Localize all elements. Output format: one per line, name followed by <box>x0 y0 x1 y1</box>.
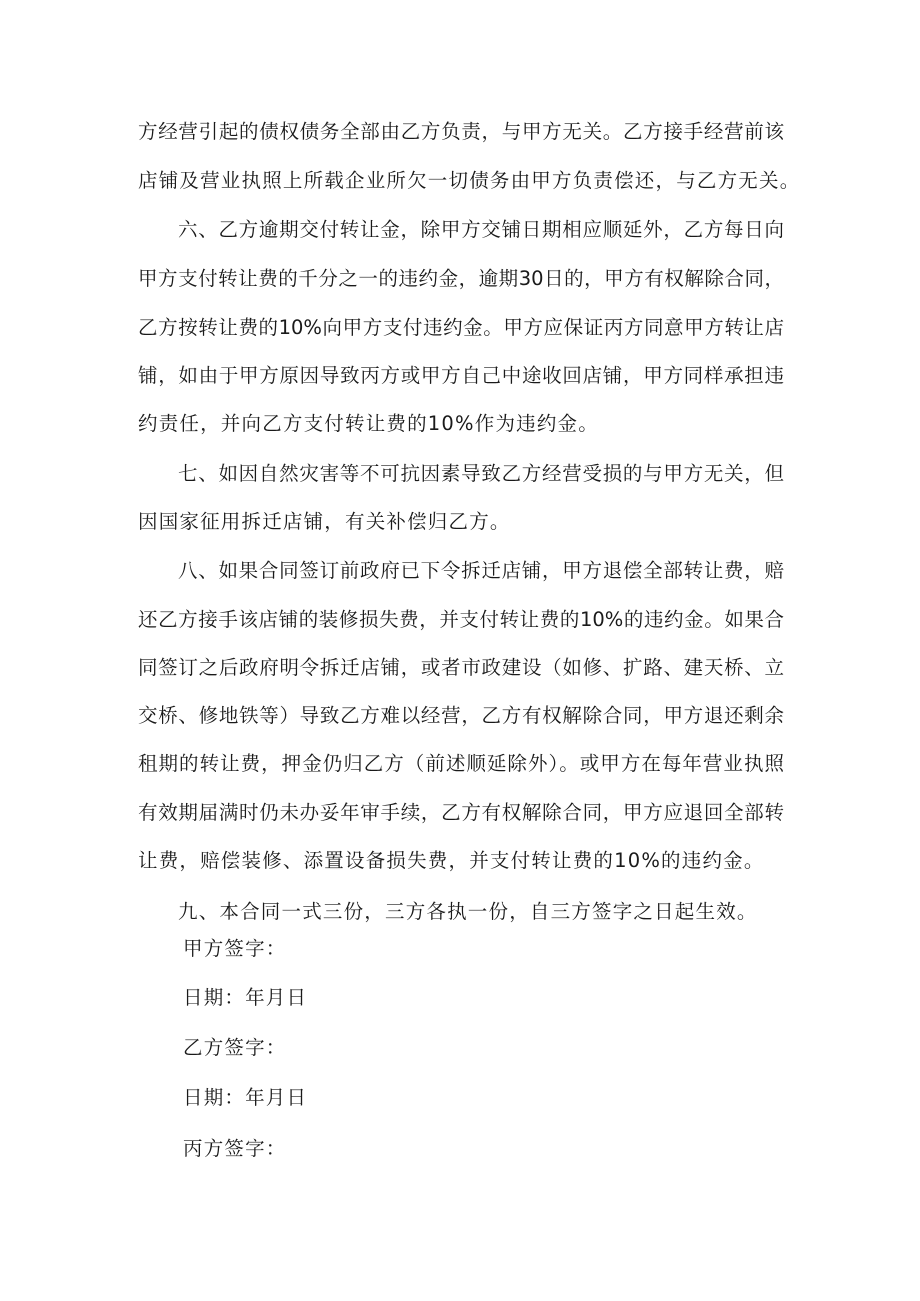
clause-7-line-1: 七、如因自然灾害等不可抗因素导致乙方经营受损的与甲方无关，但 <box>178 462 784 485</box>
clause-7-line-2: 因国家征用拆迁店铺，有关补偿归乙方。 <box>138 510 511 533</box>
clause-8-line-6: 有效期届满时仍未办妥年审手续，乙方有权解除合同，甲方应退回全部转 <box>138 801 784 824</box>
clause-6-line-1: 六、乙方逾期交付转让金，除甲方交铺日期相应顺延外，乙方每日向 <box>178 218 784 241</box>
clause-6-line-5: 约责任，并向乙方支付转让费的10%作为违约金。 <box>138 412 599 435</box>
clause-5-line-2: 方经营引起的债权债务全部由乙方负责，与甲方无关。乙方接手经营前该 <box>138 120 784 143</box>
clause-5-line-3: 店铺及营业执照上所载企业所欠一切债务由甲方负责偿还，与乙方无关。 <box>138 169 801 192</box>
clause-6-line-4: 铺，如由于甲方原因导致丙方或甲方自己中途收回店铺，甲方同样承担违 <box>138 364 784 387</box>
party-b-signature-label: 乙方签字： <box>183 1036 287 1059</box>
clause-8-line-1: 八、如果合同签订前政府已下令拆迁店铺，甲方退偿全部转让费，赔 <box>178 559 784 582</box>
party-a-signature-label: 甲方签字： <box>183 937 287 960</box>
clause-9: 九、本合同一式三份，三方各执一份，自三方签字之日起生效。 <box>178 900 758 923</box>
clause-6-line-3: 乙方按转让费的10%向甲方支付违约金。甲方应保证丙方同意甲方转让店 <box>138 316 784 339</box>
clause-8-line-7: 让费，赔偿装修、添置设备损失费，并支付转让费的10%的违约金。 <box>138 849 765 872</box>
clause-8-line-5: 租期的转让费，押金仍归乙方（前述顺延除外）。或甲方在每年营业执照 <box>138 752 784 775</box>
party-b-date-label: 日期：年月日 <box>183 1086 308 1109</box>
clause-8-line-2: 还乙方接手该店铺的装修损失费，并支付转让费的10%的违约金。如果合 <box>138 608 784 631</box>
party-c-signature-label: 丙方签字： <box>183 1137 287 1160</box>
clause-8-line-3: 同签订之后政府明令拆迁店铺，或者市政建设（如修、扩路、建天桥、立 <box>138 656 784 679</box>
clause-8-line-4: 交桥、修地铁等）导致乙方难以经营，乙方有权解除合同，甲方退还剩余 <box>138 704 784 727</box>
clause-6-line-2: 甲方支付转让费的千分之一的违约金，逾期30日的，甲方有权解除合同， <box>138 267 784 290</box>
party-a-date-label: 日期：年月日 <box>183 986 308 1009</box>
